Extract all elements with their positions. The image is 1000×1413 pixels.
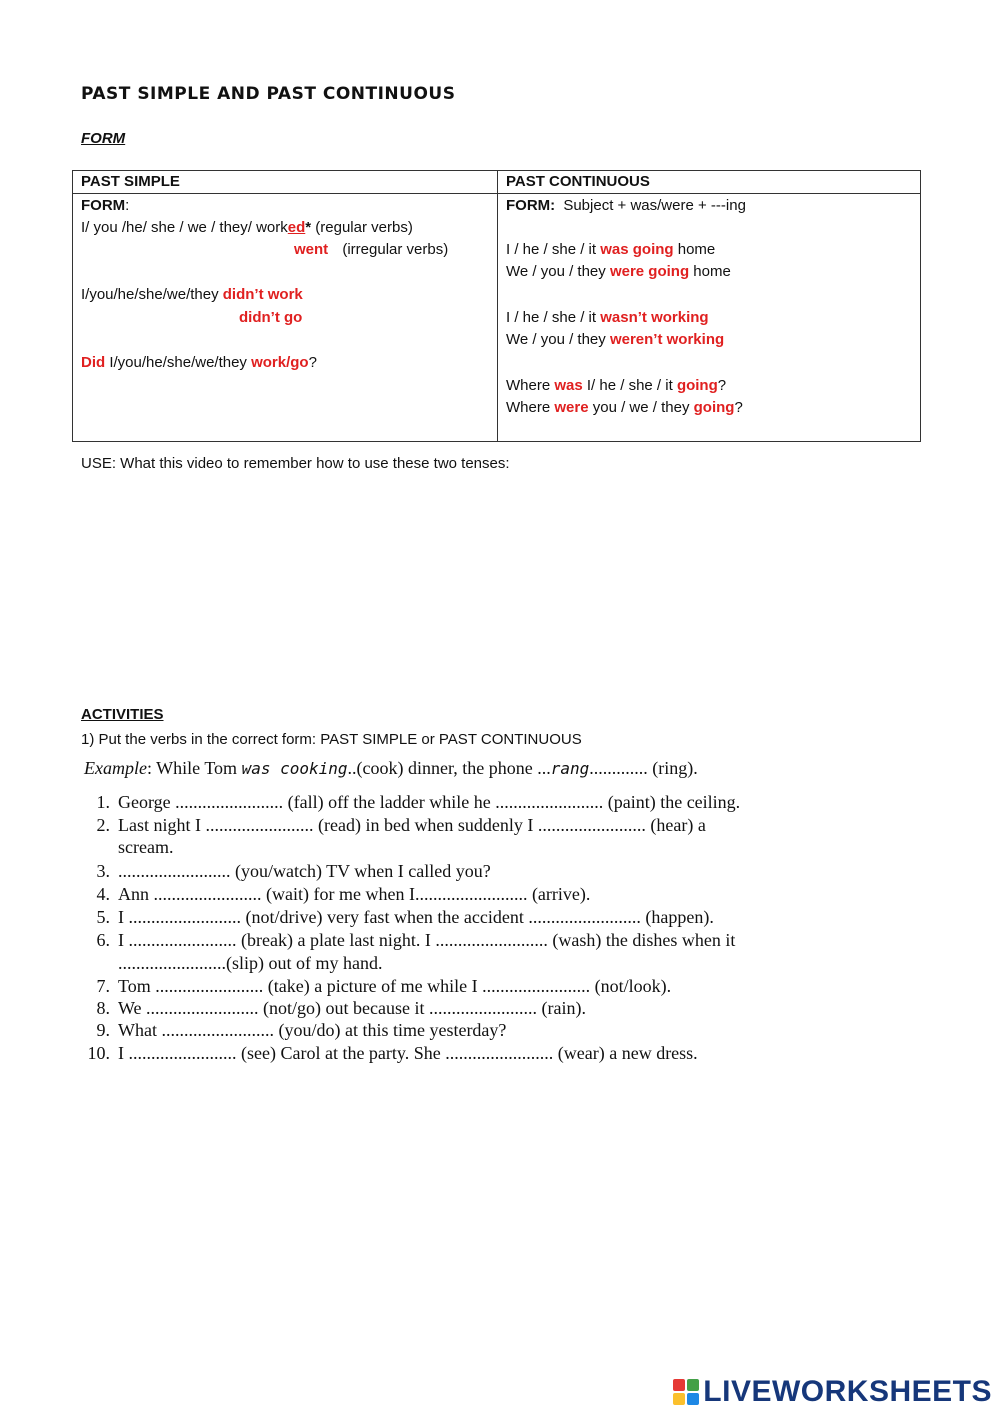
pc-form-label: FORM: bbox=[506, 197, 556, 214]
ps-form-word: FORM bbox=[81, 197, 126, 214]
pc-line-1-subj: I / he / she / it bbox=[506, 241, 601, 258]
pc-line-6-where: Where bbox=[506, 399, 555, 416]
exercise-line bbox=[84, 998, 586, 1019]
pc-form-line bbox=[506, 195, 746, 217]
pc-line-4-subj: We / you / they bbox=[506, 331, 610, 348]
exercise-line bbox=[84, 884, 590, 905]
ps-negative-go bbox=[239, 307, 302, 329]
form-heading: FORM bbox=[81, 130, 126, 147]
ps-irregular-note: (irregular verbs) bbox=[342, 241, 449, 258]
pc-werent-working: weren’t working bbox=[609, 331, 725, 348]
liveworksheets-brand bbox=[673, 1375, 992, 1409]
pc-was-going: was going bbox=[600, 241, 674, 258]
ps-regular-line bbox=[81, 217, 413, 239]
pc-were-going: were going bbox=[609, 263, 690, 280]
ps-question-mark: ? bbox=[308, 354, 317, 371]
example-part-b: ..(cook) dinner, the phone ... bbox=[347, 758, 551, 778]
pc-line-2-end: home bbox=[689, 263, 731, 280]
exercise-line bbox=[84, 907, 714, 928]
past-simple-header: PAST SIMPLE bbox=[81, 173, 180, 190]
ps-did: Did bbox=[81, 354, 106, 371]
pc-wasnt-working: wasn’t working bbox=[600, 309, 709, 326]
ps-question-verb: work/go bbox=[251, 354, 309, 371]
pc-line-5 bbox=[506, 375, 726, 397]
exercise-number: 4. bbox=[96, 884, 110, 904]
ps-didnt-work: didn’t work bbox=[222, 286, 303, 303]
exercise-line bbox=[84, 1020, 506, 1041]
example-part-a: : While Tom bbox=[146, 758, 242, 778]
pc-line-6 bbox=[506, 397, 743, 419]
pc-line-5-where: Where bbox=[506, 377, 555, 394]
pc-line-5-going: going bbox=[676, 377, 718, 394]
exercise-number: 6. bbox=[96, 930, 110, 950]
exercise-text: I ......................... (not/drive) very fast when the accident ......................... (happen). bbox=[118, 907, 714, 927]
page-title: PAST SIMPLE AND PAST CONTINUOUS bbox=[81, 84, 456, 104]
exercise-text: Ann ........................ (wait) for me when I......................... (arrive). bbox=[118, 884, 591, 904]
exercise-line bbox=[84, 837, 173, 858]
exercise-number: 8. bbox=[96, 998, 110, 1018]
liveworksheets-logo-icon bbox=[673, 1379, 699, 1405]
exercise-text: We ......................... (not/go) out because it ........................ (rain). bbox=[118, 998, 586, 1018]
ps-question-subjects: I/you/he/she/we/they bbox=[105, 354, 252, 371]
pc-line-6-subj: you / we / they bbox=[588, 399, 694, 416]
ps-ed-ending: ed bbox=[287, 219, 306, 236]
ps-negative-line bbox=[81, 284, 303, 306]
ps-form-label bbox=[81, 195, 129, 217]
table-divider-horizontal bbox=[73, 193, 920, 194]
exercise-number: 5. bbox=[96, 907, 110, 927]
exercise-line bbox=[84, 953, 382, 974]
ps-irregular-line bbox=[294, 239, 448, 261]
exercise-text: I ........................ (see) Carol at the party. She ........................ (wear) a new dress. bbox=[118, 1043, 698, 1063]
exercise-text: What ......................... (you/do) at this time yesterday? bbox=[118, 1020, 507, 1040]
exercise-line bbox=[84, 930, 735, 951]
pc-line-6-going: going bbox=[693, 399, 735, 416]
exercise-number: 1. bbox=[96, 792, 110, 812]
pc-line-1-end: home bbox=[673, 241, 716, 258]
pc-line-2 bbox=[506, 261, 731, 283]
pc-line-2-subj: We / you / they bbox=[506, 263, 610, 280]
pc-line-4 bbox=[506, 329, 724, 351]
pc-form-rule: Subject + was/were + ---ing bbox=[563, 197, 746, 214]
exercise-line bbox=[84, 815, 706, 836]
ps-went: went bbox=[294, 241, 329, 258]
ps-question-line bbox=[81, 352, 317, 374]
exercise-text: ........................(slip) out of my hand. bbox=[118, 953, 383, 973]
ps-form-colon: : bbox=[125, 197, 130, 214]
exercise-text: George ........................ (fall) off the ladder while he ........................ (paint) the ceiling. bbox=[118, 792, 741, 812]
pc-line-5-q: ? bbox=[717, 377, 727, 394]
pc-line-5-subj: I/ he / she / it bbox=[582, 377, 677, 394]
use-line: USE: What this video to remember how to use these two tenses: bbox=[81, 455, 510, 472]
ps-regular-subjects: I/ you /he/ she / we / they/ work bbox=[81, 219, 288, 236]
ps-didnt-go: didn’t go bbox=[239, 309, 303, 326]
exercise-line bbox=[84, 1043, 698, 1064]
exercise-text: ......................... (you/watch) TV when I called you? bbox=[118, 861, 491, 881]
activities-heading: ACTIVITIES bbox=[81, 706, 164, 723]
exercise-text: Last night I ........................ (read) in bed when suddenly I ........................ (hear) a bbox=[118, 815, 706, 835]
exercise-number: 9. bbox=[96, 1020, 110, 1040]
form-table bbox=[72, 170, 921, 442]
exercise-number: 3. bbox=[96, 861, 110, 881]
exercise-text: scream. bbox=[118, 837, 174, 857]
pc-line-3-subj: I / he / she / it bbox=[506, 309, 601, 326]
example-answer-1: was cooking bbox=[241, 759, 348, 778]
brand-text: LIVEWORKSHEETS bbox=[703, 1375, 992, 1408]
example-part-c: ............. (ring). bbox=[589, 758, 698, 778]
pc-line-1 bbox=[506, 239, 715, 261]
exercise-number: 7. bbox=[96, 976, 110, 996]
exercise-text: I ........................ (break) a plate last night. I ......................... (wash) the dishes when it bbox=[118, 930, 736, 950]
ps-star: * bbox=[305, 219, 312, 236]
pc-line-6-were: were bbox=[554, 399, 589, 416]
pc-line-5-was: was bbox=[554, 377, 583, 394]
pc-line-6-q: ? bbox=[734, 399, 743, 416]
example-label: Example bbox=[84, 758, 147, 778]
exercise-number: 10. bbox=[87, 1043, 110, 1063]
example-answer-2: rang bbox=[550, 759, 590, 778]
pc-line-3 bbox=[506, 307, 709, 329]
table-divider-vertical bbox=[497, 171, 498, 441]
past-continuous-header: PAST CONTINUOUS bbox=[506, 173, 650, 190]
exercise-line bbox=[84, 976, 671, 997]
ps-regular-note: (regular verbs) bbox=[311, 219, 413, 236]
ps-negative-subjects: I/you/he/she/we/they bbox=[81, 286, 223, 303]
example-line bbox=[84, 758, 698, 779]
instruction: 1) Put the verbs in the correct form: PAST SIMPLE or PAST CONTINUOUS bbox=[81, 731, 582, 748]
exercise-number: 2. bbox=[96, 815, 110, 835]
exercise-line bbox=[84, 861, 491, 882]
exercise-line bbox=[84, 792, 740, 813]
exercise-text: Tom ........................ (take) a picture of me while I ........................ (not/look). bbox=[118, 976, 672, 996]
